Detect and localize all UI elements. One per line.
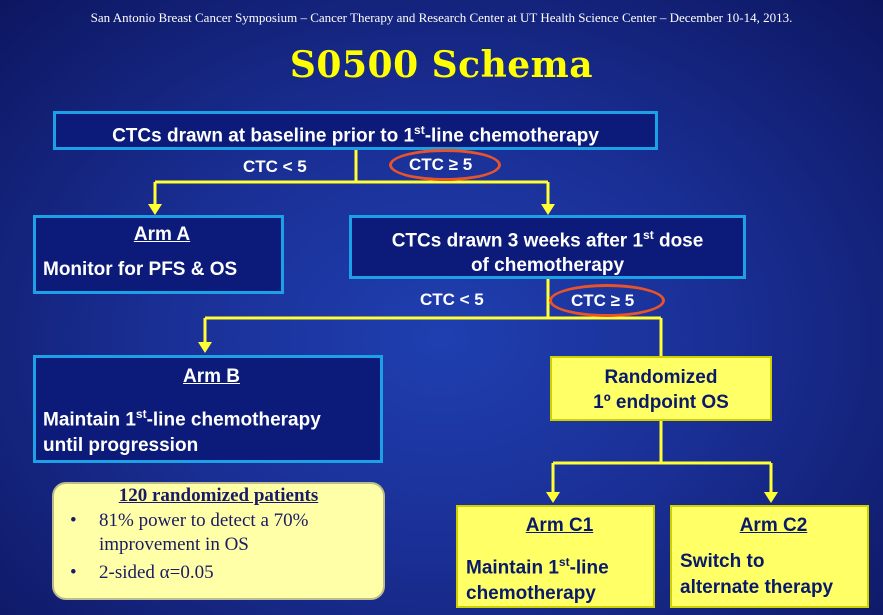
study-note-callout [52,482,385,600]
arm-c2-title: Arm C2 [739,515,808,536]
arrowhead-arm-a [148,204,162,215]
arrowhead-followup [541,204,555,215]
baseline-ctc-box: CTCs drawn at baseline prior to 1st-line chemotherapy [53,111,658,150]
arrowhead-arm-c2 [764,492,778,503]
arm-a-box [33,215,284,294]
conference-header: San Antonio Breast Cancer Symposium – Cancer Therapy and Research Center at UT Health Science Center – December 10-14, 2013. [90,10,793,25]
arm-b-box: Arm B Maintain 1st-line chemotherapy until progression [33,355,383,463]
arm-a-title: Arm A [133,224,191,245]
label-ctc-lt-5-top: CTC < 5 [243,157,307,176]
arm-c1-box: Arm C1 Maintain 1st-line chemotherapy [456,505,655,608]
slide-title: S0500 Schema [289,44,594,86]
arrowhead-arm-b [198,342,212,353]
arrowhead-arm-c1 [546,492,560,503]
arm-b-title: Arm B [182,366,240,387]
note-bullet: • 2-sided α=0.05 [70,562,214,583]
label-ctc-lt-5-mid: CTC < 5 [420,290,484,309]
label-ctc-ge-5-top: CTC ≥ 5 [409,155,473,174]
note-title: 120 randomized patients [118,485,319,506]
label-ctc-ge-5-mid: CTC ≥ 5 [571,291,635,310]
randomized-box: Randomized 1º endpoint OS [550,356,772,421]
arm-c1-title: Arm C1 [525,515,594,536]
arm-a-text: Monitor for PFS & OS [43,259,238,280]
followup-ctc-box: CTCs drawn 3 weeks after 1st dose of chemotherapy [349,215,746,279]
note-bullet: • 81% power to detect a 70% improvement in OS [70,510,309,555]
arm-c2-box: Arm C2 Switch to alternate therapy [670,505,869,608]
